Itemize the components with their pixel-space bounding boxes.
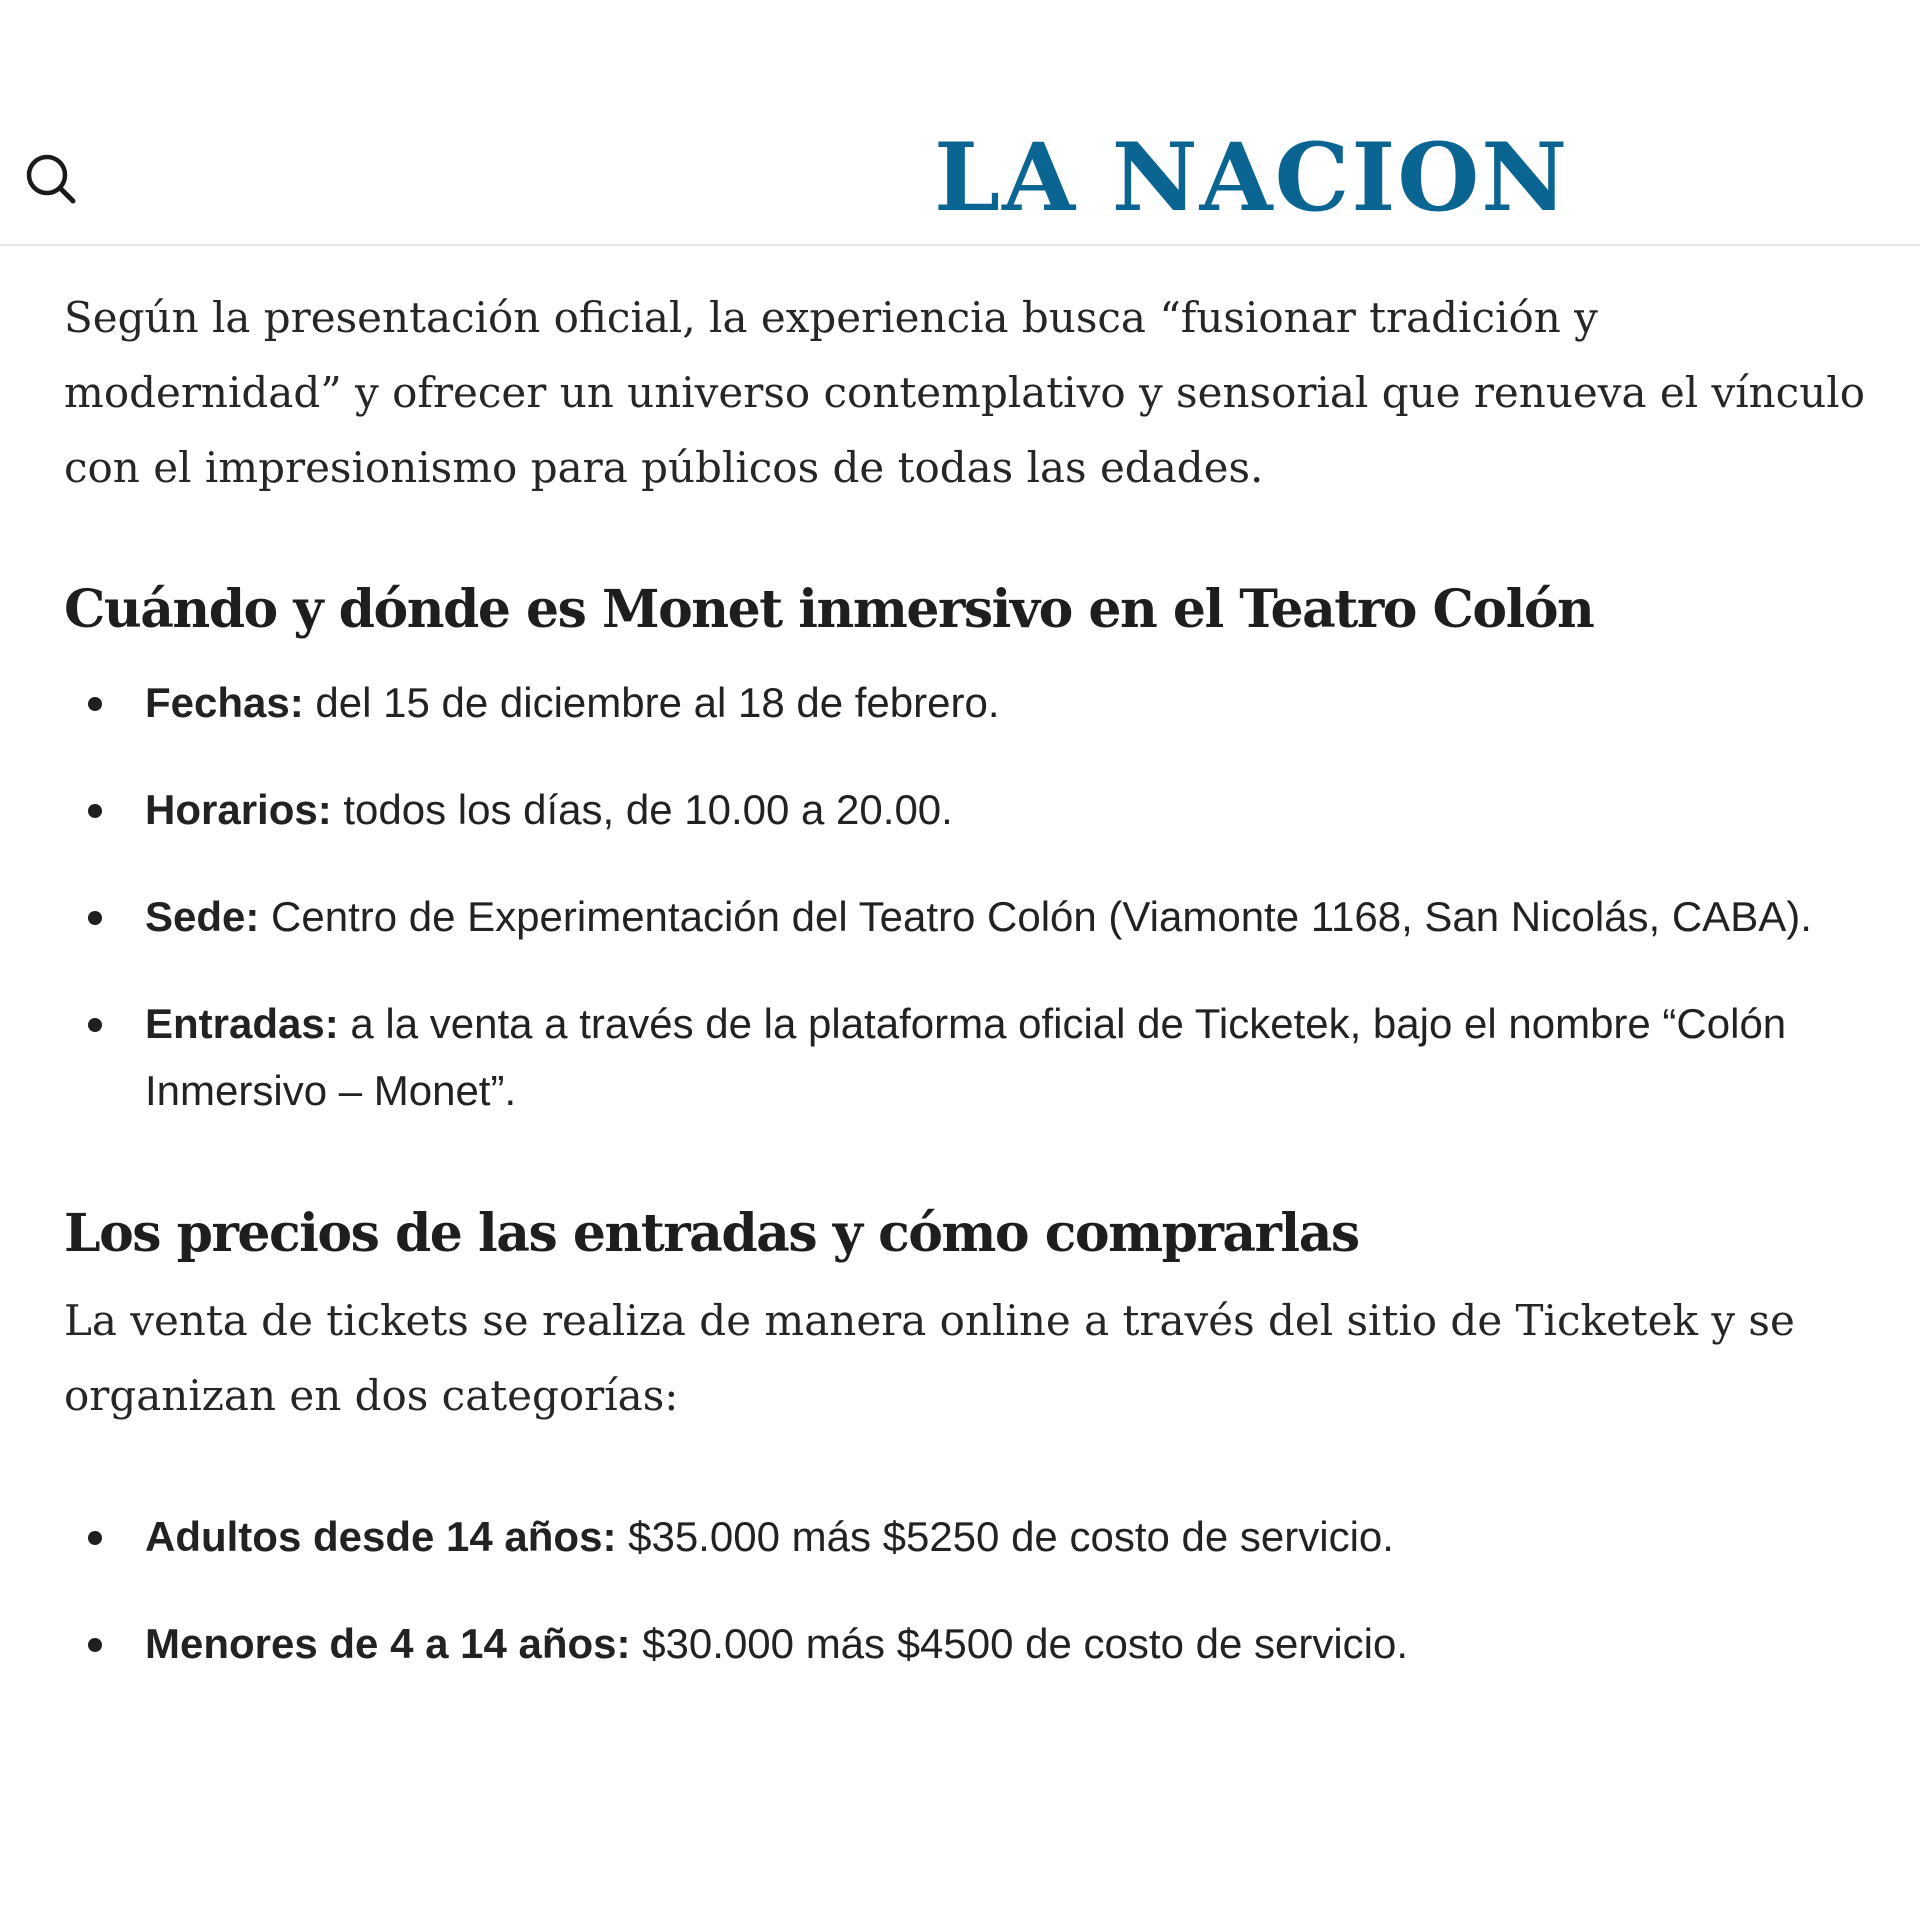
bullet-icon <box>88 1531 102 1545</box>
list-item-label: Adultos desde 14 años: <box>145 1513 617 1560</box>
prices-paragraph: La venta de tickets se realiza de manera online a través del sitio de Ticketek y se organizan en dos categorías: <box>64 1296 1795 1420</box>
section-heading-when-where: Cuándo y dónde es Monet inmersivo en el Teatro Colón <box>64 579 1594 640</box>
list-item-text: del 15 de diciembre al 18 de febrero. <box>303 679 1000 726</box>
list-item-label: Fechas: <box>145 679 304 726</box>
list-item-sede <box>64 883 1865 950</box>
list-item-label: Menores de 4 a 14 años: <box>145 1620 631 1667</box>
list-item-label: Entradas: <box>145 1000 339 1047</box>
bullet-icon <box>88 697 102 711</box>
list-item-adultos <box>64 1503 1884 1570</box>
list-item-text: a la venta a través de la plataforma oficial de Ticketek, bajo el nombre “Colón Inmersivo – Monet”. <box>145 1000 1787 1114</box>
bullet-icon <box>88 1638 102 1652</box>
search-button[interactable] <box>22 150 80 208</box>
list-item-text: todos los días, de 10.00 a 20.00. <box>331 786 953 833</box>
list-item-fechas <box>64 669 1884 736</box>
list-item-label: Horarios: <box>145 786 332 833</box>
event-details-list <box>64 669 1884 1124</box>
section-heading-prices: Los precios de las entradas y cómo comprarlas <box>64 1203 1359 1264</box>
site-logo[interactable]: LA NACION <box>934 123 1570 233</box>
intro-paragraph: Según la presentación oficial, la experiencia busca “fusionar tradición y modernidad” y ofrecer un universo contemplativo y sensorial que renueva el vínculo con el impresionismo para públicos de todas las edades. <box>64 293 1865 492</box>
article-body <box>64 280 1884 1677</box>
list-item-text: $35.000 más $5250 de costo de servicio. <box>616 1513 1394 1560</box>
search-icon <box>22 150 80 208</box>
list-item-text: $30.000 más $4500 de costo de servicio. <box>630 1620 1409 1667</box>
list-item-text: Centro de Experimentación del Teatro Colón (Viamonte 1168, San Nicolás, CABA). <box>259 893 1812 940</box>
prices-list <box>64 1503 1884 1677</box>
site-header <box>0 0 1920 246</box>
list-item-entradas <box>64 990 1865 1124</box>
bullet-icon <box>88 911 102 925</box>
list-item-menores <box>64 1610 1884 1677</box>
bullet-icon <box>88 1018 102 1032</box>
list-item-label: Sede: <box>145 893 260 940</box>
bullet-icon <box>88 804 102 818</box>
list-item-horarios <box>64 776 1884 843</box>
